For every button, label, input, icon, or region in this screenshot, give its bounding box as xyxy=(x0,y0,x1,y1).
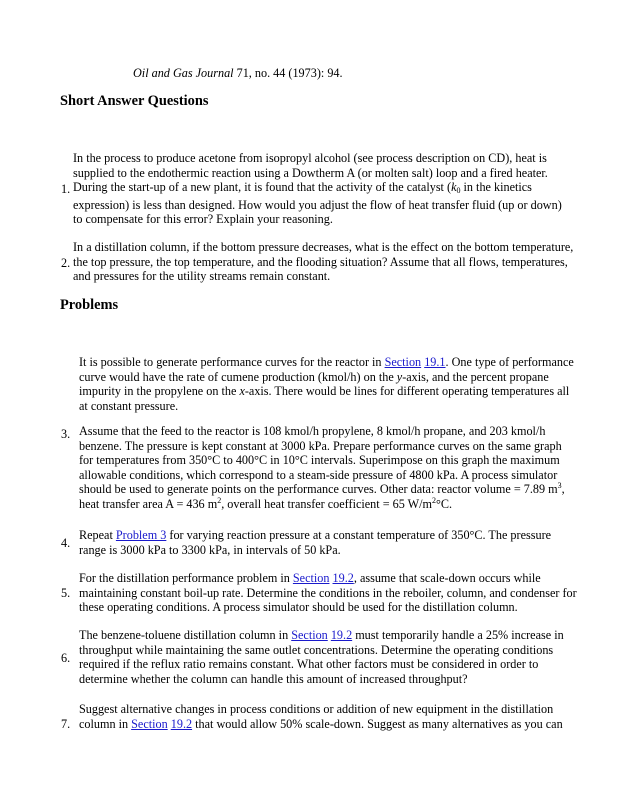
text-line: the top pressure, the top temperature, and the flooding situation? Assume that all flows, temperatures, xyxy=(73,254,568,269)
item-number: 3. xyxy=(61,427,71,441)
section-19-2-link[interactable]: Section xyxy=(131,716,168,731)
text-fragment: It is possible to generate performance curves for the reactor in xyxy=(79,355,385,369)
text-line xyxy=(79,370,574,385)
citation-journal: Oil and Gas Journal xyxy=(133,66,234,80)
citation-details: 71, no. 44 (1973): 94. xyxy=(233,66,343,80)
text-fragment: must temporarily handle a 25% increase in xyxy=(352,628,564,642)
text-fragment: for varying reaction pressure at a constant temperature of 350°C. The pressure xyxy=(166,528,552,542)
text-fragment: . One type of performance xyxy=(445,355,574,369)
item-number: 1. xyxy=(61,182,71,196)
item-text xyxy=(73,151,562,227)
text-fragment: heat transfer area A = 436 m xyxy=(79,496,218,511)
text-fragment: , xyxy=(561,482,565,497)
superscript: 2 xyxy=(217,495,222,505)
text-line xyxy=(79,571,577,586)
text-fragment: that would allow 50% scale-down. Suggest as many alternatives as you can xyxy=(192,716,563,731)
item-number: 7. xyxy=(61,717,71,731)
text-fragment: °C. xyxy=(436,496,453,511)
text-line: for temperatures from 350°C to 400°C in 10°C intervals. Superimpose on this graph the maximum xyxy=(79,453,560,468)
text-fragment: -axis. There would be lines for different operating temperatures all xyxy=(244,384,570,399)
text-fragment: should be used to generate points on the performance curves. Other data: reactor volume = 7.89 m xyxy=(79,482,558,497)
section-19-1-number-link[interactable]: 19.1 xyxy=(424,355,446,369)
section-19-2-number-link[interactable]: 19.2 xyxy=(332,571,354,585)
text-fragment: in the kinetics xyxy=(460,180,532,195)
text-line: Suggest alternative changes in process conditions or addition of new equipment in the distillation xyxy=(79,702,554,716)
section-heading-problems: Problems xyxy=(60,297,119,313)
text-line xyxy=(79,384,574,399)
text-line xyxy=(79,355,574,370)
item-number: 5. xyxy=(61,586,71,600)
text-line: expression) is less than designed. How would you adjust the flow of heat transfer fluid (up or down) xyxy=(73,197,562,212)
text-fragment: , overall heat transfer coefficient = 65 W/m xyxy=(221,496,433,511)
text-line: In the process to produce acetone from isopropyl alcohol (see process description on CD), heat is xyxy=(73,151,547,165)
text-line xyxy=(79,717,563,732)
section-19-1-link[interactable]: Section xyxy=(384,355,422,369)
item-number: 2. xyxy=(61,256,71,270)
text-line: determine whether the column can handle this amount of increased throughput? xyxy=(79,671,468,686)
text-line: and pressures for the utility streams remain constant. xyxy=(73,269,331,284)
text-line: range is 3000 kPa to 3300 kPa, in intervals of 50 kPa. xyxy=(79,542,341,557)
text-line: these operating conditions. A process simulator should be used for the distillation column. xyxy=(79,600,518,615)
text-line xyxy=(79,528,551,543)
k-symbol: k xyxy=(451,180,457,195)
text-line: required if the reflux ratio remains constant. What other factors must be considered in order to xyxy=(79,657,539,672)
text-line: benzene. The pressure is kept constant at 3000 kPa. Prepare performance curves on the same graph xyxy=(79,438,562,453)
problem-3-link[interactable]: Problem 3 xyxy=(115,528,167,542)
section-19-2-link[interactable]: Section xyxy=(291,628,328,642)
text-line: In a distillation column, if the bottom pressure decreases, what is the effect on the bottom temperature, xyxy=(73,240,574,254)
text-line: to compensate for this error? Explain your reasoning. xyxy=(73,212,333,227)
problems-intro xyxy=(79,355,574,413)
section-19-2-number-link[interactable]: 19.2 xyxy=(170,716,193,731)
text-line xyxy=(79,482,565,497)
item-text xyxy=(79,424,565,512)
y-axis-symbol: y xyxy=(396,369,403,384)
text-line xyxy=(79,628,564,643)
text-line xyxy=(79,497,565,512)
text-fragment: , assume that scale-down occurs while xyxy=(353,571,541,585)
section-heading-short-answer: Short Answer Questions xyxy=(60,93,209,109)
text-fragment: -axis, and the percent propane xyxy=(402,369,549,384)
item-text xyxy=(79,528,551,557)
text-line: maintaining constant boil-up rate. Determine the conditions in the reboiler, column, and condenser for xyxy=(79,585,577,600)
item-number: 6. xyxy=(61,651,71,665)
text-fragment: For the distillation performance problem in xyxy=(79,571,293,585)
section-19-2-number-link[interactable]: 19.2 xyxy=(330,628,353,642)
text-fragment: column in xyxy=(79,716,132,731)
text-fragment: curve would have the rate of cumene production (kmol/h) on the xyxy=(79,369,397,384)
text-line: Assume that the feed to the reactor is 108 kmol/h propylene, 8 kmol/h propane, and 203 kmol/h xyxy=(79,424,546,438)
x-axis-symbol: x xyxy=(239,384,245,399)
text-line: supplied to the endothermic reaction using a Dowtherm A (or molten salt) loop and a fired heater. xyxy=(73,165,548,180)
text-line: at constant pressure. xyxy=(79,398,179,413)
superscript: 3 xyxy=(557,481,562,491)
text-fragment: Repeat xyxy=(79,528,116,542)
superscript: 2 xyxy=(432,495,437,505)
text-fragment: During the start-up of a new plant, it is found that the activity of the catalyst ( xyxy=(73,180,452,195)
item-text xyxy=(73,240,573,284)
text-line xyxy=(73,180,562,195)
text-fragment: The benzene-toluene distillation column in xyxy=(79,628,292,642)
item-number: 4. xyxy=(61,536,71,550)
text-line: throughput while maintaining the same outlet concentrations. Determine the operating conditions xyxy=(79,642,554,657)
item-text xyxy=(79,571,577,615)
item-text xyxy=(79,628,564,686)
item-text xyxy=(79,702,563,731)
k-subscript: 0 xyxy=(456,186,461,196)
section-19-2-link[interactable]: Section xyxy=(292,571,330,585)
citation-reference xyxy=(133,66,343,81)
text-line: allowable conditions, which correspond to a steam-side pressure of 4800 kPa. A process simulator xyxy=(79,467,558,482)
text-fragment: impurity in the propylene on the xyxy=(79,384,240,399)
